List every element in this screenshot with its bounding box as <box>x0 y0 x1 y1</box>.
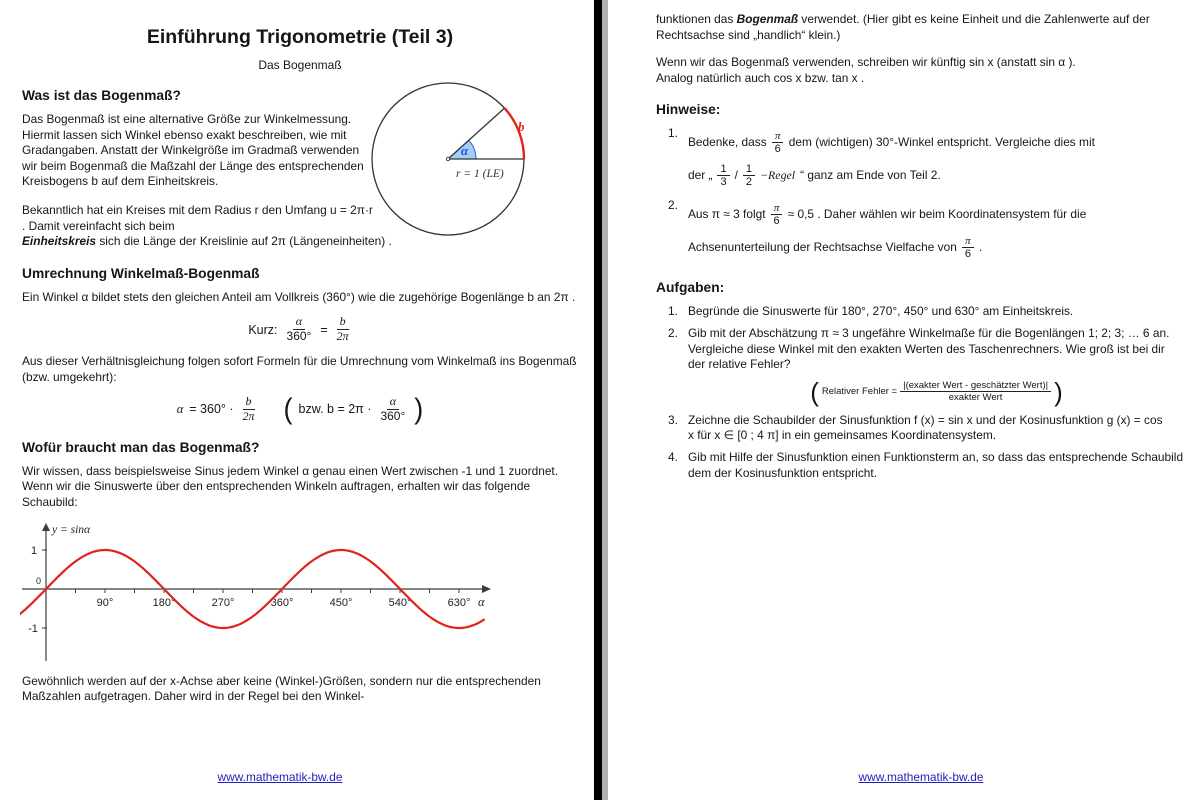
fraction-pi-6-c: $\frac{\pi}{6}$ <box>962 235 974 260</box>
formula-kurz-label: Kurz: <box>248 322 278 337</box>
alpha-label: α <box>461 143 469 158</box>
y-tick-label: 1 <box>30 544 38 557</box>
footer-left <box>0 770 560 784</box>
fraction-b-2pi: $\frac{b}{2\pi}$ <box>336 314 349 344</box>
x-tick-label: 90° <box>96 596 114 609</box>
aufgabe-4-number: 4. <box>668 449 678 464</box>
fraction-pi-6-b: $\frac{\pi}{6}$ <box>771 202 783 227</box>
hinweis-1-number: 1. <box>668 126 678 141</box>
sine-graph <box>20 521 516 669</box>
section-heading-was-ist: Was ist das Bogenmaß? <box>22 88 181 103</box>
paragraph-sinus-werte: Wir wissen, dass beispielsweise Sinus jedem Winkel α genau einen Wert zwischen -1 und 1 zuordnet. Wenn wir die Sinuswerte über den entsprechenden Winkeln auftragen, erhalten wir das folgende Schaubild: <box>22 463 559 509</box>
paragraph-verhaeltnis: Aus dieser Verhältnisgleichung folgen sofort Formeln für die Umrechnung vom Winkelmaß ins Bogenmaß (bzw. umgekehrt): <box>22 353 577 384</box>
x-tick-label: 360° <box>270 596 294 609</box>
y-tick-label: 0 <box>35 575 41 586</box>
einheitskreis-bold: Einheitskreis <box>22 234 97 249</box>
aufgabe-1-number: 1. <box>668 304 678 319</box>
worksheet-page-1 <box>0 0 594 800</box>
x-axis-arrow <box>482 585 491 593</box>
heading-hinweise: Hinweise: <box>656 102 721 118</box>
paragraph-winkel-anteil: Ein Winkel α bildet stets den gleichen Anteil am Vollkreis (360°) wie die zugehörige Bogenlänge b an 2π . <box>22 289 576 304</box>
hinweis-item-1: 1. Bedenke, dass $\frac{\pi}{6}$ dem (wichtigen) 30°-Winkel entspricht. Vergleiche dies mit der „ $\frac{1}{3}$ / $\frac{1}{2}$ −Regel “ ganz am Ende von Teil 2. <box>656 126 1185 192</box>
fraction-1-2: $\frac{1}{2}$ <box>743 163 755 188</box>
radius-angled <box>448 108 505 159</box>
unit-circle-svg <box>366 81 546 243</box>
page-title: Einführung Trigonometrie (Teil 3) <box>146 26 454 48</box>
x-tick-label: 630° <box>447 596 471 609</box>
paragraph-sinx: Wenn wir das Bogenmaß verwenden, schreiben wir künftig sin x (anstatt sin α ). Analog natürlich auch cos x bzw. tan x . <box>656 55 1076 85</box>
fraction-pi-6: $\frac{\pi}{6}$ <box>772 130 784 155</box>
page-divider-black <box>594 0 602 800</box>
aufgabe-item-4: 4. Gib mit Hilfe der Sinusfunktion einen Funktionsterm an, so dass das entsprechende Schaubild dem der Kosinusfunktion entspricht. <box>668 449 1184 480</box>
fraction-alpha-360: $\frac{\alpha}{360^\circ}$ <box>286 314 312 344</box>
section-heading-wofuer: Wofür braucht man das Bogenmaß? <box>22 439 260 455</box>
paren-open: ( <box>283 393 293 425</box>
circle-center-dot <box>446 157 449 160</box>
relative-error-formula: ( Relativer Fehler = $\frac{\text{|(exakter Wert - geschätzter Wert)|}}{\text{exakter Wert}}$ ) <box>810 376 1063 407</box>
formula-kurz <box>22 315 578 344</box>
einheitskreis-rest: sich die Länge der Kreislinie auf 2π (Längeneinheiten) . <box>96 234 392 249</box>
aufgabe-item-1: 1. Begründe die Sinuswerte für 180°, 270°, 450° und 630° am Einheitskreis. <box>668 304 1074 319</box>
y-axis-arrow <box>42 523 50 531</box>
aufgabe-2-number: 2. <box>668 325 678 340</box>
fraction-relative-error: $\frac{\text{|(exakter Wert - geschätzter Wert)|}}{\text{exakter Wert}}$ <box>900 380 1051 404</box>
paragraph-gewoehnlich: Gewöhnlich werden auf der x-Achse aber keine (Winkel-)Größen, sondern nur die entsprechenden Maßzahlen aufgetragen. Daher wird in der Regel bei den Winkel- <box>22 673 541 704</box>
x-axis-label: α <box>478 594 485 609</box>
x-tick-label: 450° <box>329 596 353 609</box>
aufgabe-item-2: 2. Gib mit der Abschätzung π ≈ 3 ungefähre Winkelmaße für die Bogenlängen 1; 2; 3; … 6 an. Vergleiche diese Winkel mit den exakten Werten des Taschenrechners. Wie groß ist bei dir der relative Fehler? ( Relativer Fehler = $\frac{\text{|(exakter Wert - geschätzter Wert)|}}{\text{exakter Wert}}$ ) <box>656 326 1185 407</box>
curve-title: y = sinα <box>52 523 91 536</box>
paren-close: ) <box>414 393 424 425</box>
fraction-1-3: $\frac{1}{3}$ <box>717 163 729 188</box>
hinweis-2-number: 2. <box>668 198 678 213</box>
x-tick-label: 540° <box>388 596 412 609</box>
arc-b-label: b <box>518 119 525 134</box>
radius-label: r = 1 (LE) <box>456 168 504 180</box>
equals-sign: = <box>320 322 328 337</box>
bogenmass-bold: Bogenmaß <box>736 12 799 26</box>
page-subtitle: Das Bogenmaß <box>258 58 342 72</box>
section-heading-umrechnung: Umrechnung Winkelmaß-Bogenmaß <box>22 265 260 281</box>
footer-link-right[interactable]: www.mathematik-bw.de <box>858 770 984 784</box>
paragraph-umfang-a: Bekanntlich hat ein Kreises mit dem Radius r den Umfang u = 2π·r . Damit vereinfacht sich beim <box>22 202 373 233</box>
x-tick-label: 270° <box>211 596 235 609</box>
footer-right <box>656 770 1186 784</box>
y-tick-label: -1 <box>28 622 38 635</box>
x-tick-label: 180° <box>152 596 176 609</box>
worksheet-page-2 <box>608 0 1200 800</box>
paragraph-bogenmass-intro: Das Bogenmaß ist eine alternative Größe zur Winkelmessung. Hiermit lassen sich Winkel ebenso exakt beschreiben, wie mit Gradangaben. Anstatt der Winkelgröße im Gradmaß verwenden wir beim Bogenmaß die Maßzahl der Länge des entsprechenden Kreisbogens b auf dem Einheitskreis. <box>22 112 364 189</box>
paragraph-funktionen: funktionen das Bogenmaß verwendet. (Hier gibt es keine Einheit und die Zahlenwerte auf der Rechtsachse sind „handlich“ klein.) <box>656 12 1150 42</box>
footer-link-left[interactable]: www.mathematik-bw.de <box>217 770 343 784</box>
heading-aufgaben: Aufgaben: <box>656 280 725 296</box>
fraction-alpha-360-2: $\frac{\alpha}{360^\circ}$ <box>380 394 406 423</box>
fraction-b-2pi-2: $\frac{b}{2\pi}$ <box>242 394 255 423</box>
unit-circle-figure <box>366 81 546 248</box>
formula-umrechnung: α = 360° · $\frac{b}{2\pi}$ ( bzw. b = 2π · $\frac{\alpha}{360^\circ}$ ) <box>176 393 424 425</box>
aufgabe-3-number: 3. <box>668 412 678 427</box>
aufgabe-item-3: 3. Zeichne die Schaubilder der Sinusfunktion f (x) = sin x und der Kosinusfunktion g (x) = cos x für x ∈ [0 ; 4 π] in ein gemeinsames Koordinatensystem. <box>668 412 1163 443</box>
hinweis-item-2: 2. Aus π ≈ 3 folgt $\frac{\pi}{6}$ ≈ 0,5 . Daher wählen wir beim Koordinatensystem für die Achsenunterteilung der Rechtsachse Vielfache von $\frac{\pi}{6}$ . <box>656 198 1185 264</box>
